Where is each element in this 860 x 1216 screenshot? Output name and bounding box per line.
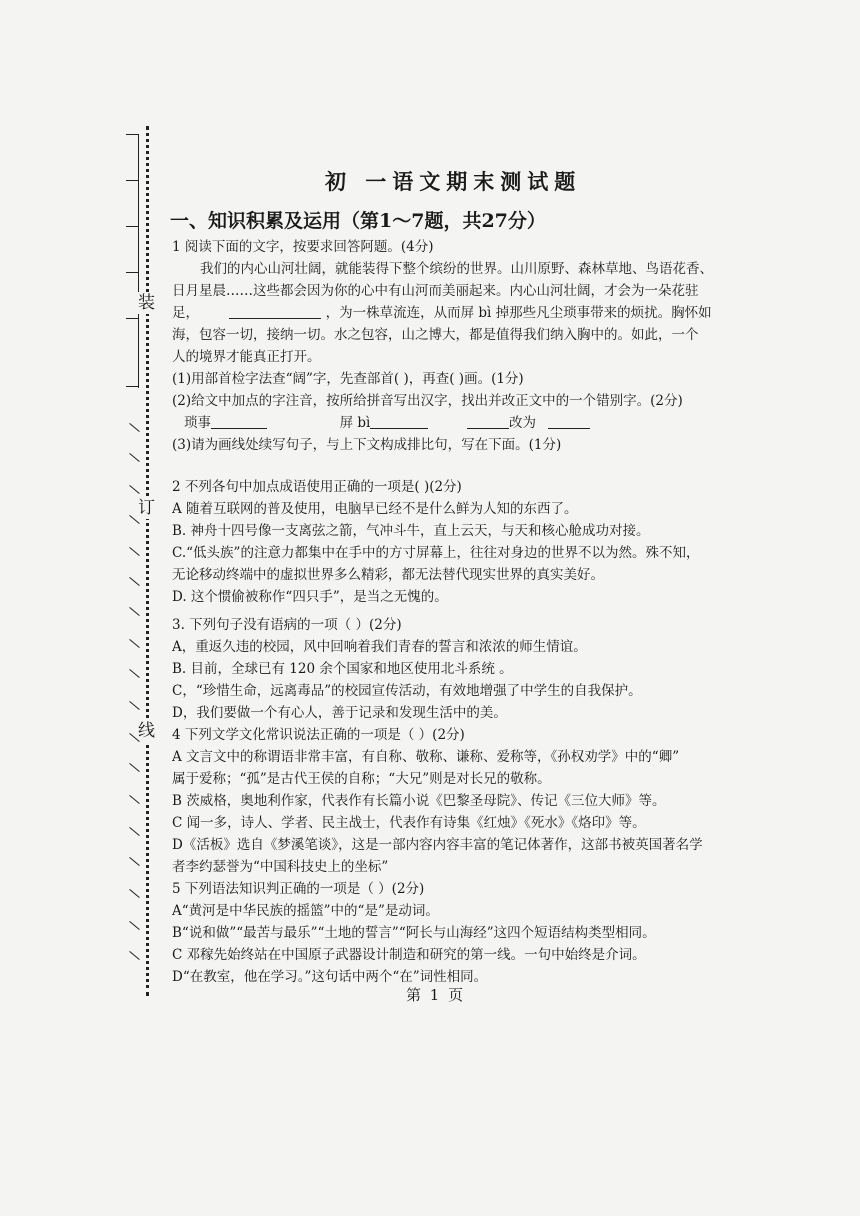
option-a: A 随着互联网的普及使用，电脑早已经不是什么鲜为人知的东西了。 — [172, 501, 578, 517]
page-number: 第 1 页 — [406, 986, 466, 1004]
binding-slash — [128, 606, 140, 617]
question-5-stem: 5 下列语法知识判正确的一项是（ ）(2分) — [172, 881, 425, 897]
binding-slash — [128, 826, 140, 837]
passage-line — [172, 302, 822, 324]
sub-question-1: (1)用部首检字法查“阔”字，先查部首( )，再查( )画。(1分) — [172, 371, 524, 387]
binding-slash — [128, 950, 140, 961]
binding-char-ding: 订 — [138, 498, 155, 518]
passage-line: 我们的内心山河壮阔，就能装得下整个缤纷的世界。山川原野、森林草地、鸟语花香、 — [200, 261, 713, 277]
binding-slash — [128, 888, 140, 899]
option-d: D，我们要做一个有心人，善于记录和发现生活中的美。 — [172, 705, 507, 721]
option-a: A 文言文中的称谓语非常丰富，有自称、敬称、谦称、爱称等，《孙权劝学》中的“卿” — [172, 749, 680, 765]
binding-slash — [128, 920, 140, 931]
question-3-stem: 3. 下列句子没有语病的一项（ ）(2分) — [172, 617, 402, 633]
binding-slash — [128, 576, 140, 587]
binding-slash — [128, 422, 140, 433]
question-2-stem: 2 不列各句中加点成语使用正确的一项是( )(2分) — [172, 479, 462, 495]
binding-slash — [128, 762, 140, 773]
option-d: D“在教室，他在学习。”这句话中两个“在”词性相同。 — [172, 969, 488, 985]
binding-char-xian: 线 — [138, 721, 155, 741]
option-b: B. 目前，全球已有 120 余个国家和地区使用北斗系统 。 — [172, 661, 513, 677]
answer-blank-correct-char[interactable] — [548, 414, 590, 429]
binding-slash — [128, 484, 140, 495]
option-c: C 邓稼先始终站在中国原子武器设计制造和研究的第一线。一句中始终是介词。 — [172, 947, 646, 963]
binding-tick — [126, 318, 138, 319]
question-1-stem: 1 阅读下面的文字，按要求回答阿题。(4分) — [172, 239, 434, 255]
binding-slash — [128, 514, 140, 525]
option-b: B. 神舟十四号像一支离弦之箭，气冲斗牛，直上云天，与天和核心舱成功对接。 — [172, 523, 650, 539]
binding-slash — [128, 452, 140, 463]
section-heading: 一、知识积累及运用（第1～7题，共27分） — [170, 210, 546, 232]
passage-line: 人的境界才能真正打开。 — [172, 349, 321, 365]
sub-question-3: (3)请为画线处续写句子，与上下文构成排比句，写在下面。(1分) — [172, 437, 562, 453]
binding-slash — [128, 546, 140, 557]
binding-tick — [126, 272, 138, 273]
binding-slash — [128, 638, 140, 649]
binding-slash — [128, 700, 140, 711]
option-a-continued: 属于爱称；“孤”是古代王侯的自称；“大兄”则是对长兄的敬称。 — [172, 771, 551, 787]
continuation-blank[interactable] — [229, 304, 321, 319]
option-d: D《活板》选自《梦溪笔谈》，这是一部内容内容丰富的笔记体著作，这部书被英国著名学 — [172, 837, 703, 853]
binding-tick — [126, 226, 138, 227]
sub-question-2-answers — [172, 412, 822, 434]
answer-label-gaiwei: 改为 — [508, 415, 536, 431]
binding-slash — [128, 732, 140, 743]
option-b: B 茨威格，奥地利作家，代表作有长篇小说《巴黎圣母院》、传记《三位大师》等。 — [172, 793, 666, 809]
binding-slash — [128, 668, 140, 679]
option-a: A“黄河是中华民族的摇篮”中的“是”是动词。 — [172, 903, 439, 919]
option-c: C 闻一多，诗人、学者、民主战士，代表作有诗集《红烛》《死水》《烙印》等。 — [172, 815, 646, 831]
answer-blank-pingbi[interactable] — [370, 414, 428, 429]
answer-blank-wrong-char[interactable] — [467, 414, 509, 429]
passage-text: ，为一株草流连，从而屏 bì 掉那些凡尘琐事带来的烦扰。胸怀如 — [325, 305, 712, 321]
binding-tick — [126, 386, 138, 387]
binding-slash — [128, 794, 140, 805]
option-c-continued: 无论移动终端中的虚拟世界多么精彩，都无法替代现实世界的真实美好。 — [172, 567, 604, 583]
passage-line: 日月星晨……这些都会因为你的心中有山河而美丽起来。内心山河壮阔，才会为一朵花驻 — [172, 283, 699, 299]
option-c: C，“珍惜生命，远离毒品”的校园宣传活动，有效地增强了中学生的自我保护。 — [172, 683, 642, 699]
binding-slash — [128, 856, 140, 867]
binding-char-zhuang: 装 — [138, 293, 155, 313]
answer-label-pingbi: 屏 bì — [339, 415, 371, 431]
binding-bracket — [128, 134, 139, 388]
sub-question-2: (2)给文中加点的字注音，按所给拼音写出汉字，找出并改正文中的一个错别字。(2分) — [172, 393, 683, 409]
option-c: C.“低头族”的注意力都集中在手中的方寸屏幕上，往往对身边的世界不以为然。殊不知， — [172, 545, 700, 561]
question-4-stem: 4 下列文学文化常识说法正确的一项是（ ）(2分) — [172, 727, 465, 743]
option-b: B“说和做”“最苦与最乐”“土地的誓言”“阿长与山海经”这四个短语结构类型相同。 — [172, 925, 656, 941]
question-content — [172, 236, 822, 988]
binding-dotted-line — [146, 126, 149, 996]
option-d: D. 这个惯偷被称作“四只手”，是当之无愧的。 — [172, 589, 448, 605]
option-a: A，重返久违的校园，风中回响着我们青春的誓言和浓浓的师生情谊。 — [172, 639, 587, 655]
passage-text: 足， — [172, 305, 199, 321]
passage-line: 海，包容一切，接纳一切。水之包容，山之博大，都是值得我们纳入胸中的。如此，一个 — [172, 327, 699, 343]
answer-blank-suoshi[interactable] — [211, 414, 267, 429]
binding-tick — [126, 134, 138, 135]
answer-label-suoshi: 琐事 — [184, 415, 211, 431]
option-d-continued: 者李约瑟誉为“中国科技史上的坐标” — [172, 859, 389, 875]
binding-tick — [126, 180, 138, 181]
exam-title: 初 一语文期末测试题 — [325, 169, 582, 194]
